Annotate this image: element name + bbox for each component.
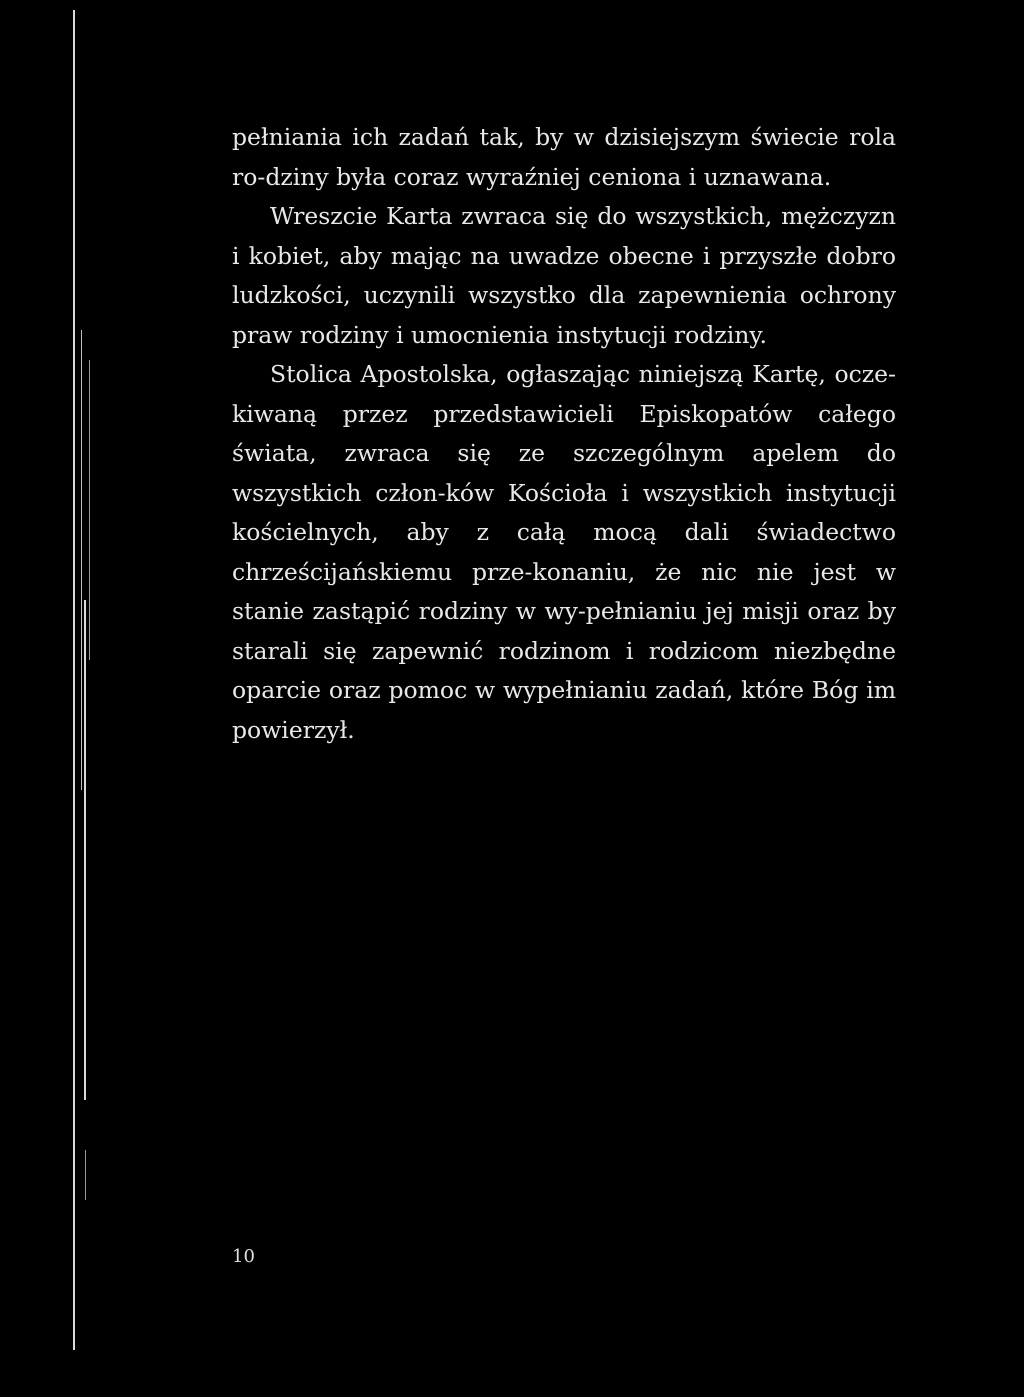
paragraph-holy-see: Stolica Apostolska, ogłaszając niniejszą Kartę, ocze-kiwaną przez przedstawicieli Episkopatów całego świata, zwraca się ze szczególnym apelem do wszystkich człon-ków Kościoła i wszystkich instytucji kościelnych, aby z całą mocą dali świadectwo chrześcijańskiemu prze-konaniu, że nic nie jest w stanie zastąpić rodziny w wy-pełnianiu jej misji oraz by starali się zapewnić rodzinom i rodzicom niezbędne oparcie oraz pomoc w wypełnianiu zadań, które Bóg im powierzył.	[232, 360, 896, 744]
paragraph-karta-appeal: Wreszcie Karta zwraca się do wszystkich, mężczyzn i kobiet, aby mając na uwadze obecne i przyszłe dobro ludzkości, uczynili wszystko dla zapewnienia ochrony praw rodziny i umocnienia instytucji rodziny.	[232, 202, 896, 349]
scan-edge-line	[73, 10, 75, 1350]
scan-edge-line	[85, 1150, 86, 1200]
scan-edge-line	[89, 360, 90, 660]
page-number: 10	[232, 1246, 255, 1267]
body-text	[232, 118, 896, 750]
scan-edge-line	[84, 600, 86, 1100]
paragraph-continuation: pełniania ich zadań tak, by w dzisiejszym świecie rola ro-dziny była coraz wyraźniej ceniona i uznawana.	[232, 123, 896, 191]
scan-edge-line	[81, 330, 82, 790]
